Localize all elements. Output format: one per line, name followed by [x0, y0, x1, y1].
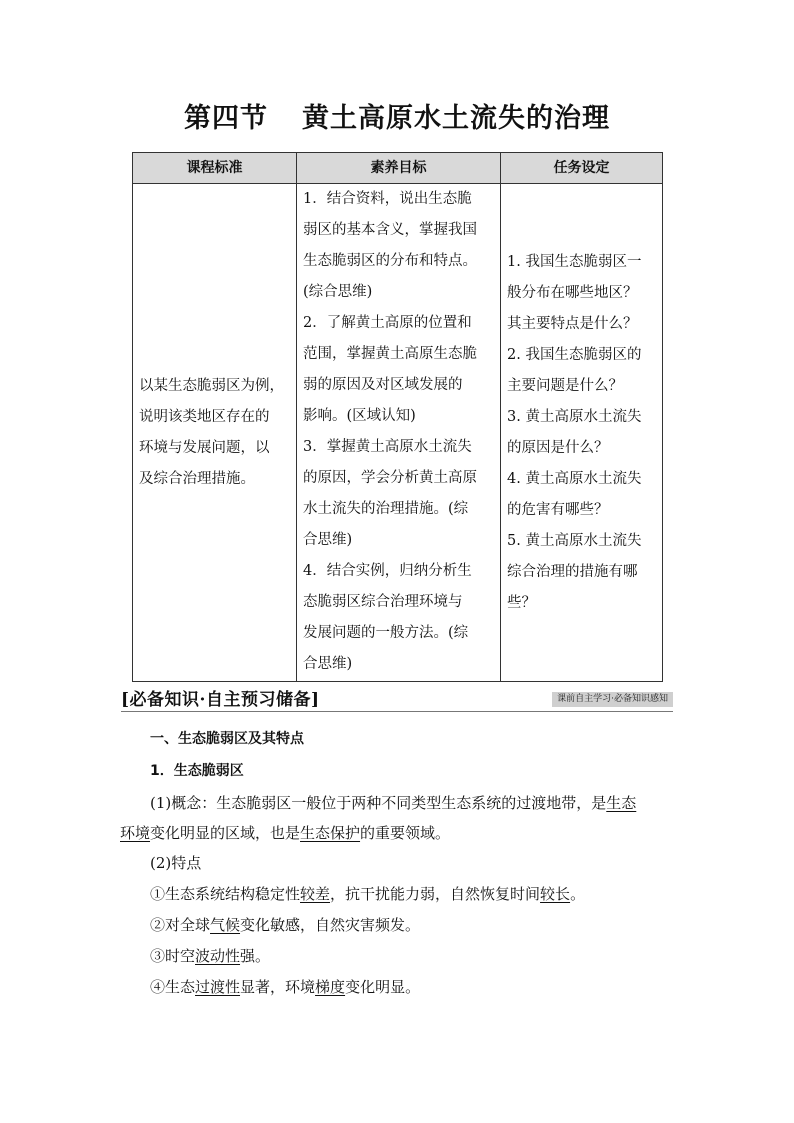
text-line: 般分布在哪些地区？	[507, 284, 638, 301]
title-text: 黄土高原水土流失的治理	[302, 103, 610, 134]
text-run: ②对全球	[150, 916, 211, 934]
text-line: 的危害有哪些？	[507, 501, 609, 518]
text-line: 环境与发展问题，以	[139, 439, 270, 456]
text-line: 范围，掌握黄土高原生态脆	[303, 346, 477, 362]
text-line: 以某生态脆弱区为例，	[139, 377, 284, 394]
feature-item-4	[150, 972, 710, 1002]
header-literacy-goals: 素养目标	[297, 153, 501, 184]
text-line: 其主要特点是什么？	[507, 315, 638, 332]
text-run: ③时空	[150, 947, 196, 965]
feature-item-2	[150, 910, 710, 940]
text-line: 说明该类地区存在的	[139, 408, 270, 425]
header-curriculum-standard: 课程标准	[133, 153, 297, 184]
text-line: 弱的原因及对区域发展的	[303, 377, 463, 393]
text-line: 弱区的基本含义，掌握我国	[303, 222, 477, 238]
feature-item-1	[150, 879, 710, 909]
underlined-term: 气候	[210, 916, 241, 934]
underlined-term: 环境	[120, 824, 151, 842]
objectives-table	[132, 152, 663, 682]
text-line: 主要问题是什么？	[507, 377, 623, 394]
table-header-row	[133, 153, 663, 184]
paragraph-features-heading: (2)特点	[150, 854, 202, 872]
text-run: 变化明显的区域，也是	[150, 824, 301, 842]
text-line: 4. 黄土高原水土流失	[507, 470, 642, 487]
underlined-term: 生态保护	[300, 824, 361, 842]
text-line: 综合治理的措施有哪	[507, 563, 638, 580]
text-line: 合思维)	[303, 532, 353, 548]
paragraph-concept	[120, 788, 680, 848]
text-run: 显著，环境	[240, 978, 316, 996]
text-run: 变化明显。	[345, 978, 421, 996]
task-setting-cell	[501, 184, 663, 682]
text-line: 1．结合资料，说出生态脆	[303, 191, 472, 207]
underlined-term: 较差	[300, 885, 331, 903]
text-line: 合思维)	[303, 656, 353, 672]
text-line: 3. 黄土高原水土流失	[507, 408, 642, 425]
text-line: 的原因，学会分析黄土高原	[303, 470, 477, 486]
text-line: 3．掌握黄土高原水土流失	[303, 439, 472, 455]
text-line: 的原因是什么？	[507, 439, 609, 456]
text-line: 影响。(区域认知)	[303, 408, 416, 424]
heading-level-2: 1．生态脆弱区	[150, 763, 244, 779]
underlined-term: 过渡性	[195, 978, 241, 996]
text-line: 些？	[507, 594, 536, 611]
underlined-term: 较长	[540, 885, 571, 903]
text-run: 强。	[240, 947, 271, 965]
header-task-setting: 任务设定	[501, 153, 663, 184]
page-title	[0, 96, 794, 135]
text-run: ④生态	[150, 978, 196, 996]
section-bar-label: [必备知识·自主预习储备]	[121, 690, 320, 710]
literacy-goals-cell	[297, 184, 501, 682]
text-line: 水土流失的治理措施。(综	[303, 501, 469, 517]
text-run: ①生态系统结构稳定性	[150, 885, 301, 903]
text-line: 5. 黄土高原水土流失	[507, 532, 642, 549]
feature-item-3	[150, 941, 710, 971]
underlined-term: 生态	[606, 794, 637, 812]
text-line: 2．了解黄土高原的位置和	[303, 315, 472, 331]
text-run: ，抗干扰能力弱，自然恢复时间	[330, 885, 541, 903]
title-section-number: 第四节	[184, 103, 268, 134]
text-line: 及综合治理措施。	[139, 470, 255, 487]
text-run: 变化敏感，自然灾害频发。	[240, 916, 421, 934]
curriculum-standard-cell	[133, 184, 297, 682]
text-run: 。	[570, 885, 586, 903]
text-line: 1. 我国生态脆弱区一	[507, 253, 642, 270]
underlined-term: 波动性	[195, 947, 241, 965]
text-line: (综合思维)	[303, 284, 373, 300]
table-row	[133, 184, 663, 682]
underlined-term: 梯度	[315, 978, 346, 996]
section-bar	[121, 688, 673, 712]
section-bar-tag: 课前自主学习·必备知识感知	[552, 692, 673, 707]
text-line: 发展问题的一般方法。(综	[303, 625, 469, 641]
text-run: 的重要领域。	[360, 824, 451, 842]
text-line: 生态脆弱区的分布和特点。	[303, 253, 477, 269]
text-run: (1)概念：生态脆弱区一般位于两种不同类型生态系统的过渡地带，是	[150, 794, 607, 812]
text-line: 态脆弱区综合治理环境与	[303, 594, 463, 610]
section-divider	[121, 711, 673, 712]
text-line: 4．结合实例，归纳分析生	[303, 563, 472, 579]
heading-level-1: 一、生态脆弱区及其特点	[150, 731, 304, 747]
text-line: 2. 我国生态脆弱区的	[507, 346, 642, 363]
